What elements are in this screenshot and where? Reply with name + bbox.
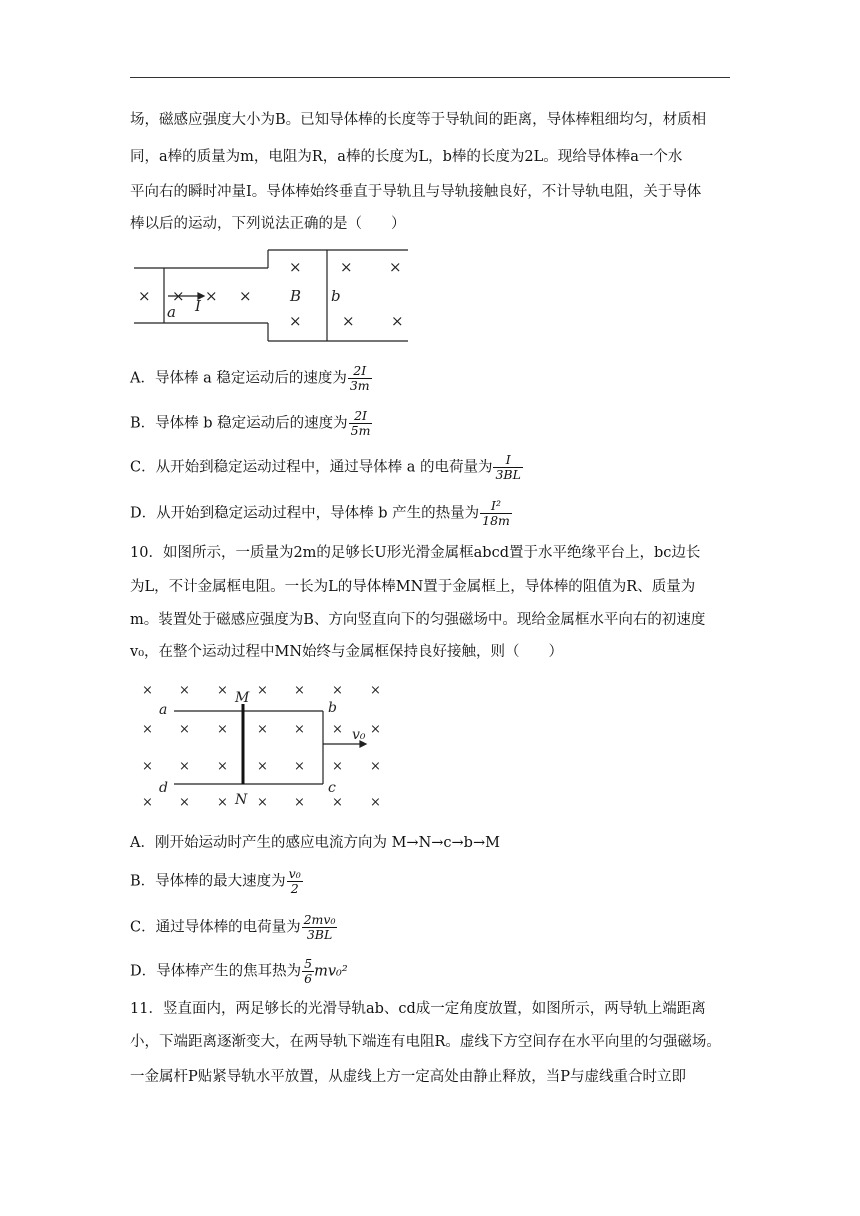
q10-cross: ×	[370, 683, 381, 698]
q9-option-b	[130, 409, 372, 438]
q10-cross: ×	[294, 795, 305, 810]
q9-label-B: B	[290, 287, 302, 305]
q11-line-1: 11．竖直面内，两足够长的光滑导轨ab、cd成一定角度放置，如图所示，两导轨上端距离	[130, 1001, 706, 1017]
q10-label-c: c	[328, 780, 336, 796]
q10-option-b-fraction: $\frac{\text{v₀}}{2}$	[288, 866, 301, 896]
q9-label-a: a	[167, 303, 176, 321]
q10-label-N: N	[235, 792, 248, 808]
q10-cross: ×	[370, 795, 381, 810]
q9-line-2: 同，a棒的质量为m，电阻为R，a棒的长度为L，b棒的长度为2L。现给导体棒a一个水	[130, 149, 683, 165]
q10-label-b: b	[328, 700, 337, 716]
q9-line-1: 场，磁感应强度大小为B。已知导体棒的长度等于导轨间的距离，导体棒粗细均匀，材质相	[130, 112, 707, 128]
q9-line-3: 平向右的瞬时冲量I。导体棒始终垂直于导轨且与导轨接触良好，不计导轨电阻，关于导体	[130, 184, 702, 200]
q10-option-c-text: C．通过导体棒的电荷量为	[130, 919, 301, 936]
q10-option-c-fraction: $\frac{\text{2mv₀}}{3BL}$	[303, 912, 336, 942]
q10-cross: ×	[217, 759, 228, 774]
q11-line-3: 一金属杆P贴紧导轨水平放置，从虚线上方一定高处由静止释放，当P与虚线重合时立即	[130, 1069, 687, 1085]
q10-option-b	[130, 867, 303, 896]
q10-cross: ×	[142, 759, 153, 774]
q10-line-1: 10．如图所示，一质量为2m的足够长U形光滑金属框abcd置于水平绝缘平台上，bc边长	[130, 545, 701, 561]
q10-cross: ×	[179, 722, 190, 737]
q9-option-d-text: D．从开始到稳定运动过程中，导体棒 b 产生的热量为	[130, 505, 480, 522]
q11-line-2: 小，下端距离逐渐变大，在两导轨下端连有电阻R。虚线下方空间存在水平向里的匀强磁场。	[130, 1034, 721, 1050]
q9-option-c	[130, 453, 523, 482]
q10-cross: ×	[332, 683, 343, 698]
q10-option-b-text: B．导体棒的最大速度为	[130, 873, 286, 890]
q9-label-I: I	[195, 297, 201, 315]
q10-option-d-fraction: $\frac{5}{6}$	[304, 956, 313, 986]
q9-option-a-fraction: $\frac{2I}{3m}$	[349, 363, 370, 393]
q10-line-2: 为L，不计金属框电阻。一长为L的导体棒MN置于金属框上，导体棒的阻值为R、质量为	[130, 579, 696, 595]
q10-cross: ×	[257, 759, 268, 774]
q9-option-d	[130, 499, 512, 528]
q10-cross: ×	[217, 722, 228, 737]
q9-option-b-text: B．导体棒 b 稳定运动后的速度为	[130, 415, 348, 432]
q10-cross: ×	[257, 722, 268, 737]
q10-cross: ×	[332, 795, 343, 810]
q10-cross: ×	[257, 795, 268, 810]
q10-cross: ×	[217, 683, 228, 698]
q10-cross: ×	[370, 722, 381, 737]
q10-cross: ×	[179, 683, 190, 698]
q10-cross: ×	[142, 722, 153, 737]
q10-option-d-tail: mv₀²	[314, 963, 348, 980]
q10-cross: ×	[294, 683, 305, 698]
q10-cross: ×	[179, 795, 190, 810]
q9-cross: ×	[342, 312, 355, 330]
q9-cross: ×	[289, 258, 302, 276]
q10-cross: ×	[370, 759, 381, 774]
q9-figure	[128, 245, 418, 345]
q10-cross: ×	[217, 795, 228, 810]
q10-cross: ×	[332, 759, 343, 774]
q10-cross: ×	[179, 759, 190, 774]
q10-line-4: v₀，在整个运动过程中MN始终与金属框保持良好接触，则（ ）	[130, 644, 564, 660]
q10-label-a: a	[159, 702, 168, 718]
q10-label-M: M	[235, 690, 250, 706]
q10-option-d-text: D．导体棒产生的焦耳热为	[130, 963, 302, 980]
q9-cross: ×	[239, 287, 252, 305]
q10-cross: ×	[257, 683, 268, 698]
q10-cross: ×	[142, 683, 153, 698]
q10-label-d: d	[159, 780, 168, 796]
q9-option-c-text: C．从开始到稳定运动过程中，通过导体棒 a 的电荷量为	[130, 459, 493, 476]
header-rule	[130, 77, 730, 78]
q9-label-b: b	[331, 287, 341, 305]
q10-cross: ×	[142, 795, 153, 810]
q10-label-v0: v₀	[352, 727, 366, 743]
q10-cross: ×	[332, 722, 343, 737]
q9-option-c-fraction: $\frac{I}{3BL}$	[495, 452, 521, 482]
q9-cross: ×	[172, 287, 185, 305]
q9-cross: ×	[205, 287, 218, 305]
q9-cross: ×	[289, 312, 302, 330]
q9-cross: ×	[340, 258, 353, 276]
q10-option-d	[130, 957, 348, 986]
q10-cross: ×	[294, 759, 305, 774]
q10-figure	[138, 678, 388, 810]
q9-option-a	[130, 364, 372, 393]
q9-cross: ×	[391, 312, 404, 330]
q9-option-b-fraction: $\frac{2I}{5m}$	[350, 408, 371, 438]
q9-option-a-text: A．导体棒 a 稳定运动后的速度为	[130, 370, 347, 387]
q10-option-c	[130, 913, 337, 942]
q10-option-a: A．刚开始运动时产生的感应电流方向为 M→N→c→b→M	[130, 835, 500, 851]
q9-line-4: 棒以后的运动，下列说法正确的是（ ）	[130, 216, 406, 232]
q9-cross: ×	[389, 258, 402, 276]
q9-cross: ×	[138, 287, 151, 305]
q10-line-3: m。装置处于磁感应强度为B、方向竖直向下的匀强磁场中。现给金属框水平向右的初速度	[130, 612, 706, 628]
q9-option-d-fraction: $\frac{\text{I²}}{18m}$	[482, 498, 510, 528]
q10-cross: ×	[294, 722, 305, 737]
